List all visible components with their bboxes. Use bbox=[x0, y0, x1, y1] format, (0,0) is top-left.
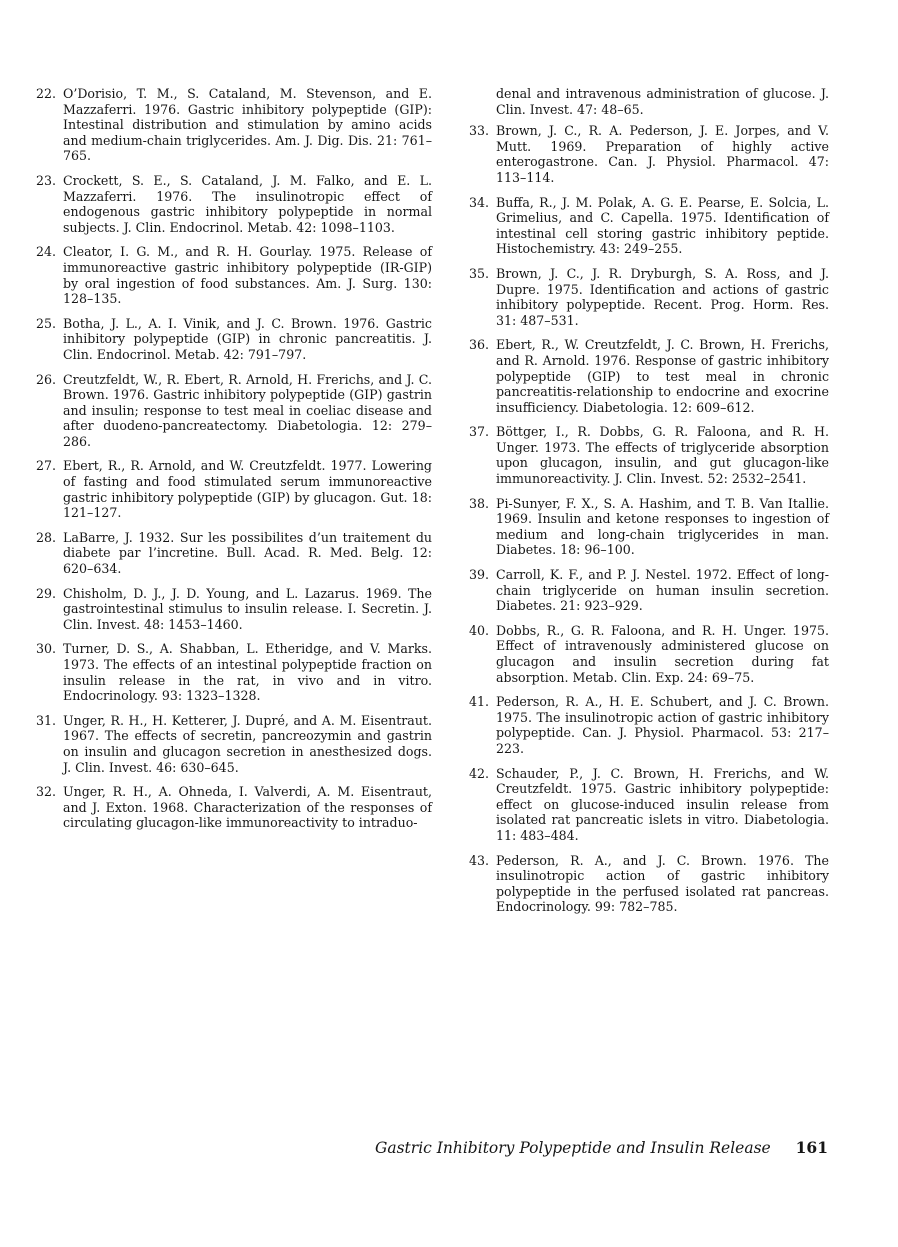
reference-continuation: denal and intravenous administration of glucose. J. Clin. Invest. 47: 48–65. bbox=[496, 86, 829, 117]
reference-text: Pi-Sunyer, F. X., S. A. Hashim, and T. B. Van Itallie. 1969. Insulin and ketone responses to ingestion of medium and long-chain triglycerides in man. Diabetes. 18: 96–100. bbox=[496, 495, 829, 558]
reference-item bbox=[36, 641, 432, 703]
reference-item bbox=[469, 694, 829, 756]
reference-number: 25. bbox=[36, 315, 57, 331]
reference-number: 22. bbox=[36, 86, 57, 101]
reference-item bbox=[469, 853, 829, 915]
reference-item bbox=[469, 424, 829, 486]
reference-text: Crockett, S. E., S. Cataland, J. M. Falko, and E. L. Mazzaferri. 1976. The insulinotropic effect of endogenous gastric inhibitory polypeptide in normal subjects. J. Clin. Endocrinol. Metab. 42: 1098–1103. bbox=[63, 172, 432, 235]
reference-number: 42. bbox=[469, 765, 490, 781]
reference-number: 27. bbox=[36, 458, 57, 474]
reference-number: 34. bbox=[469, 194, 490, 210]
reference-item bbox=[36, 713, 432, 775]
reference-number: 38. bbox=[469, 495, 490, 511]
reference-text: Ebert, R., W. Creutzfeldt, J. C. Brown, H. Frerichs, and R. Arnold. 1976. Response of gastric inhibitory polypeptide (GIP) to test meal in chronic pancreatitis-relationship to endocrine and exocrine insufficiency. Diabetologia. 12: 609–612. bbox=[496, 337, 829, 415]
reference-column-right bbox=[469, 86, 829, 924]
reference-item bbox=[469, 623, 829, 685]
page-number: 161 bbox=[795, 1138, 828, 1157]
reference-number: 40. bbox=[469, 622, 490, 638]
reference-number: 32. bbox=[36, 784, 57, 800]
reference-item bbox=[36, 372, 432, 450]
reference-text: Buffa, R., J. M. Polak, A. G. E. Pearse, E. Solcia, L. Grimelius, and C. Capella. 1975. Identification of intestinal cell storing gastric inhibitory peptide. Histochemistry. 43: 249–255. bbox=[496, 194, 829, 257]
reference-item bbox=[36, 86, 432, 164]
reference-text: O’Dorisio, T. M., S. Cataland, M. Stevenson, and E. Mazzaferri. 1976. Gastric inhibitory polypeptide (GIP): Intestinal distribution and stimulation by amino acids and medium-chain triglycerides. Am. J. Dig. Dis. 21: 761–765. bbox=[63, 86, 432, 164]
reference-number: 24. bbox=[36, 244, 57, 260]
reference-number: 37. bbox=[469, 424, 490, 440]
reference-item bbox=[469, 567, 829, 614]
reference-text: Brown, J. C., R. A. Pederson, J. E. Jorpes, and V. Mutt. 1969. Preparation of highly active enterogastrone. Can. J. Physiol. Pharmacol. 47: 113–114. bbox=[496, 123, 829, 185]
reference-text: Unger, R. H., H. Ketterer, J. Dupré, and A. M. Eisentraut. 1967. The effects of secretin, pancreozymin and gastrin on insulin and glucagon secretion in anesthesized dogs. J. Clin. Invest. 46: 630–645. bbox=[63, 712, 432, 775]
reference-text: Pederson, R. A., H. E. Schubert, and J. C. Brown. 1975. The insulinotropic action of gastric inhibitory polypeptide. Can. J. Physiol. Pharmacol. 53: 217–223. bbox=[496, 694, 829, 756]
reference-item bbox=[469, 496, 829, 558]
reference-number: 29. bbox=[36, 585, 57, 601]
reference-number: 39. bbox=[469, 567, 490, 583]
reference-item bbox=[36, 244, 432, 306]
page-footer bbox=[375, 1138, 828, 1157]
reference-number: 30. bbox=[36, 641, 57, 657]
reference-item bbox=[469, 337, 829, 415]
reference-text: Pederson, R. A., and J. C. Brown. 1976. The insulinotropic action of gastric inhibitory polypeptide in the perfused isolated rat pancreas. Endocrinology. 99: 782–785. bbox=[496, 852, 829, 915]
reference-number: 43. bbox=[469, 852, 490, 868]
reference-text: Schauder, P., J. C. Brown, H. Frerichs, and W. Creutzfeldt. 1975. Gastric inhibitory polypeptide: effect on glucose-induced insulin release from isolated rat pancreatic islets in vitro. Diabetologia. 11: 483–484. bbox=[496, 765, 829, 843]
reference-number: 28. bbox=[36, 529, 57, 545]
reference-text: Botha, J. L., A. I. Vinik, and J. C. Brown. 1976. Gastric inhibitory polypeptide (GIP) in chronic pancreatitis. J. Clin. Endocrinol. Metab. 42: 791–797. bbox=[63, 315, 432, 362]
reference-item bbox=[36, 316, 432, 363]
reference-item bbox=[36, 530, 432, 577]
reference-number: 41. bbox=[469, 694, 490, 710]
reference-number: 26. bbox=[36, 371, 57, 387]
reference-item bbox=[469, 195, 829, 257]
reference-number: 36. bbox=[469, 337, 490, 353]
reference-item bbox=[36, 173, 432, 235]
reference-text: Ebert, R., R. Arnold, and W. Creutzfeldt. 1977. Lowering of fasting and food stimulated serum immunoreactive gastric inhibitory polypeptide (GIP) by glucagon. Gut. 18: 121–127. bbox=[63, 458, 432, 521]
reference-text: Creutzfeldt, W., R. Ebert, R. Arnold, H. Frerichs, and J. C. Brown. 1976. Gastric inhibitory polypeptide (GIP) gastrin and insulin; response to test meal in coeliac disease and after duodeno-pancreatectomy. Diabetologia. 12: 279–286. bbox=[63, 371, 432, 449]
reference-text: Chisholm, D. J., J. D. Young, and L. Lazarus. 1969. The gastrointestinal stimulus to insulin release. I. Secretin. J. Clin. Invest. 48: 1453–1460. bbox=[63, 585, 432, 632]
reference-item bbox=[36, 784, 432, 831]
reference-text: Turner, D. S., A. Shabban, L. Etheridge, and V. Marks. 1973. The effects of an intestinal polypeptide fraction on insulin release in the rat, in vivo and in vitro. Endocrinology. 93: 1323–1328. bbox=[63, 641, 432, 704]
reference-number: 33. bbox=[469, 123, 490, 139]
reference-text: LaBarre, J. 1932. Sur les possibilites d’un traitement du diabete par l’incretine. Bull. Acad. R. Med. Belg. 12: 620–634. bbox=[63, 529, 432, 577]
reference-item bbox=[469, 766, 829, 844]
reference-number: 35. bbox=[469, 265, 490, 281]
reference-text: Carroll, K. F., and P. J. Nestel. 1972. Effect of long-chain triglyceride on human insulin secretion. Diabetes. 21: 923–929. bbox=[496, 567, 829, 614]
reference-item bbox=[469, 266, 829, 328]
reference-number: 23. bbox=[36, 172, 57, 188]
reference-text: Böttger, I., R. Dobbs, G. R. Faloona, and R. H. Unger. 1973. The effects of triglyceride absorption upon glucagon, insulin, and gut glucagon-like immunoreactivity. J. Clin. Invest. 52: 2532–2541. bbox=[496, 424, 829, 487]
reference-number: 31. bbox=[36, 712, 57, 728]
reference-column-left bbox=[36, 86, 432, 840]
running-title: Gastric Inhibitory Polypeptide and Insulin Release bbox=[374, 1139, 771, 1157]
reference-item bbox=[36, 458, 432, 520]
reference-text: Brown, J. C., J. R. Dryburgh, S. A. Ross, and J. Dupre. 1975. Identification and actions of gastric inhibitory polypeptide. Recent. Prog. Horm. Res. 31: 487–531. bbox=[496, 265, 829, 328]
reference-item bbox=[36, 586, 432, 633]
reference-text: Cleator, I. G. M., and R. H. Gourlay. 1975. Release of immunoreactive gastric inhibitory polypeptide (IR-GIP) by oral ingestion of food substances. Am. J. Surg. 130: 128–135. bbox=[63, 244, 432, 307]
reference-text: Unger, R. H., A. Ohneda, I. Valverdi, A. M. Eisentraut, and J. Exton. 1968. Characterization of the responses of circulating glucagon-like immunoreactivity to intraduo- bbox=[63, 784, 432, 831]
reference-item bbox=[469, 123, 829, 185]
reference-text: Dobbs, R., G. R. Faloona, and R. H. Unger. 1975. Effect of intravenously administered glucose on glucagon and insulin secretion during fat absorption. Metab. Clin. Exp. 24: 69–75. bbox=[496, 622, 829, 685]
